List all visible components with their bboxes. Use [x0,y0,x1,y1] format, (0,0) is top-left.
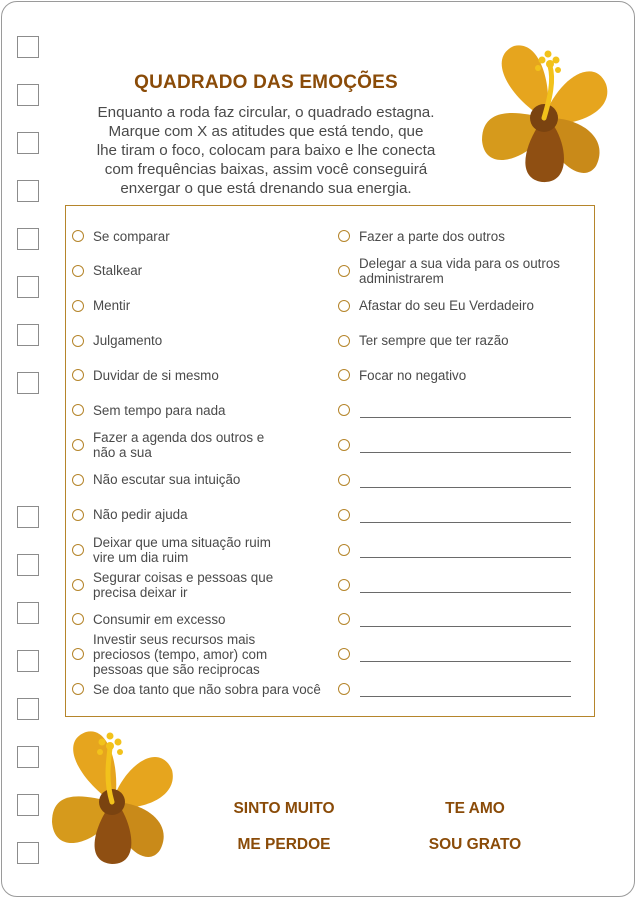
checklist-item-label [359,229,505,244]
write-in-line[interactable] [360,522,571,523]
checklist-item-line: Segurar coisas e pessoas que [93,569,274,585]
margin-checkbox[interactable] [17,650,39,672]
mantra-sou-grato: SOU GRATO [428,836,522,853]
radio-circle[interactable] [338,369,350,381]
radio-circle[interactable] [338,474,350,486]
checklist-item-label [93,507,188,522]
mantra-me-perdoe: ME PERDOE [237,836,331,853]
checklist-item-line: Delegar a sua vida para os outros [359,255,560,271]
checklist-item-line: Ter sempre que ter razão [359,333,509,349]
blank-checklist-item[interactable] [338,672,359,706]
margin-checkbox[interactable] [17,506,39,528]
checklist-item-label [93,263,142,278]
page-title: QUADRADO DAS EMOÇÕES [134,72,398,93]
checklist-item[interactable] [72,289,130,323]
mantra-te-amo: TE AMO [445,800,505,817]
blank-checklist-item[interactable] [338,602,359,636]
radio-circle[interactable] [72,404,84,416]
radio-circle[interactable] [72,579,84,591]
checklist-item[interactable] [338,219,505,253]
blank-checklist-item[interactable] [338,393,359,427]
radio-circle[interactable] [72,300,84,312]
margin-checkbox[interactable] [17,276,39,298]
checklist-item-label [93,570,273,600]
checklist-item-line: Investir seus recursos mais [93,631,256,647]
blank-checklist-item[interactable] [338,637,359,671]
checklist-item-line: Deixar que uma situação ruim [93,534,271,550]
blank-checklist-item[interactable] [338,533,359,567]
radio-circle[interactable] [72,683,84,695]
write-in-line[interactable] [360,696,571,697]
checklist-item[interactable] [338,324,509,358]
intro-line: com frequências baixas, assim você conseguirá [104,161,428,178]
radio-circle[interactable] [72,369,84,381]
checklist-item-line: Duvidar de si mesmo [93,367,219,383]
checklist-item[interactable] [72,463,240,497]
margin-checkbox[interactable] [17,36,39,58]
blank-checklist-item[interactable] [338,428,359,462]
write-in-line[interactable] [360,626,571,627]
radio-circle[interactable] [338,439,350,451]
checklist-item-line: Se doa tanto que não sobra para você [93,681,321,697]
radio-circle[interactable] [338,683,350,695]
radio-circle[interactable] [338,613,350,625]
radio-circle[interactable] [338,648,350,660]
checklist-item[interactable] [72,631,268,677]
checklist-item-line: precisa deixar ir [93,584,188,600]
checklist-item[interactable] [338,289,534,323]
checklist-item-line: Fazer a parte dos outros [359,228,505,244]
margin-checkbox[interactable] [17,842,39,864]
margin-checkbox[interactable] [17,228,39,250]
radio-circle[interactable] [72,265,84,277]
checklist-item-line: preciosos (tempo, amor) com [93,646,268,662]
checklist-item[interactable] [72,324,162,358]
blank-checklist-item[interactable] [338,568,359,602]
checklist-item[interactable] [72,672,321,706]
checklist-item-label [359,298,534,313]
checklist-item-label [359,368,466,383]
checklist-item-line: Mentir [93,298,131,314]
mantra-sinto-muito: SINTO MUITO [233,800,335,817]
write-in-line[interactable] [360,661,571,662]
checklist-item-line: vire um dia ruim [93,549,189,565]
checklist-item-line: Julgamento [93,333,163,349]
intro-line: Marque com X as atitudes que está tendo, que [108,123,424,140]
radio-circle[interactable] [72,648,84,660]
checklist-item-line: Afastar do seu Eu Verdadeiro [359,298,534,314]
radio-circle[interactable] [338,509,350,521]
checklist-item[interactable] [72,428,264,462]
checklist-item-label [93,682,321,697]
hibiscus-flower-icon [476,36,612,184]
checklist-item[interactable] [72,254,142,288]
write-in-line[interactable] [360,417,571,418]
checklist-item[interactable] [72,498,188,532]
checklist-item[interactable] [72,533,271,567]
checklist-item[interactable] [72,219,170,253]
margin-checkbox[interactable] [17,324,39,346]
checklist-item-label [93,368,219,383]
checklist-item-line: Focar no negativo [359,367,467,383]
write-in-line[interactable] [360,452,571,453]
radio-circle[interactable] [72,509,84,521]
radio-circle[interactable] [72,544,84,556]
checklist-item-line: Se comparar [93,228,170,244]
checklist-item-label [93,298,130,313]
intro-line: enxergar o que está drenando sua energia. [120,180,412,197]
checklist-item-line: pessoas que são reciprocas [93,661,260,677]
checklist-item-label [93,472,240,487]
intro-paragraph [60,103,472,198]
checklist-item[interactable] [338,358,466,392]
radio-circle[interactable] [338,300,350,312]
radio-circle[interactable] [338,544,350,556]
radio-circle[interactable] [72,613,84,625]
radio-circle[interactable] [338,335,350,347]
checklist-item-label [93,333,162,348]
margin-checkbox[interactable] [17,794,39,816]
checklist-item-label [93,229,170,244]
blank-checklist-item[interactable] [338,463,359,497]
checklist-item[interactable] [338,254,560,288]
checklist-item-label [93,430,264,460]
checklist-item-label [93,632,267,677]
checklist-item[interactable] [72,358,219,392]
checklist-item-line: Stalkear [93,263,143,279]
checklist-item-label [359,256,560,286]
checklist-item-line: Fazer a agenda dos outros e [93,430,265,446]
checklist-item-line: Consumir em excesso [93,611,226,627]
write-in-line[interactable] [360,487,571,488]
radio-circle[interactable] [338,265,350,277]
intro-line: Enquanto a roda faz circular, o quadrado estagna. [97,104,435,121]
margin-checkbox[interactable] [17,554,39,576]
checklist-item-line: Sem tempo para nada [93,402,226,418]
margin-checkbox[interactable] [17,132,39,154]
radio-circle[interactable] [338,579,350,591]
checklist-item-line: Não escutar sua intuição [93,472,241,488]
checklist-item-label [359,333,509,348]
checklist-item-label [93,403,226,418]
hibiscus-flower-icon [48,718,178,868]
checklist-item-line: administrarem [359,270,444,286]
margin-checkbox[interactable] [17,602,39,624]
checklist-item-line: Não pedir ajuda [93,507,188,523]
radio-circle[interactable] [72,335,84,347]
checklist-item[interactable] [72,568,273,602]
radio-circle[interactable] [338,230,350,242]
margin-checkbox[interactable] [17,698,39,720]
margin-checkbox[interactable] [17,746,39,768]
checklist-item-label [93,612,225,627]
radio-circle[interactable] [338,404,350,416]
checklist-item-label [93,535,271,565]
intro-line: lhe tiram o foco, colocam para baixo e lhe conecta [96,142,436,159]
margin-checkbox[interactable] [17,84,39,106]
write-in-line[interactable] [360,592,571,593]
blank-checklist-item[interactable] [338,498,359,532]
radio-circle[interactable] [72,230,84,242]
margin-checkbox[interactable] [17,372,39,394]
margin-checkbox[interactable] [17,180,39,202]
checklist-item-line: não a sua [93,445,152,461]
radio-circle[interactable] [72,439,84,451]
write-in-line[interactable] [360,557,571,558]
checklist-item[interactable] [72,393,226,427]
radio-circle[interactable] [72,474,84,486]
